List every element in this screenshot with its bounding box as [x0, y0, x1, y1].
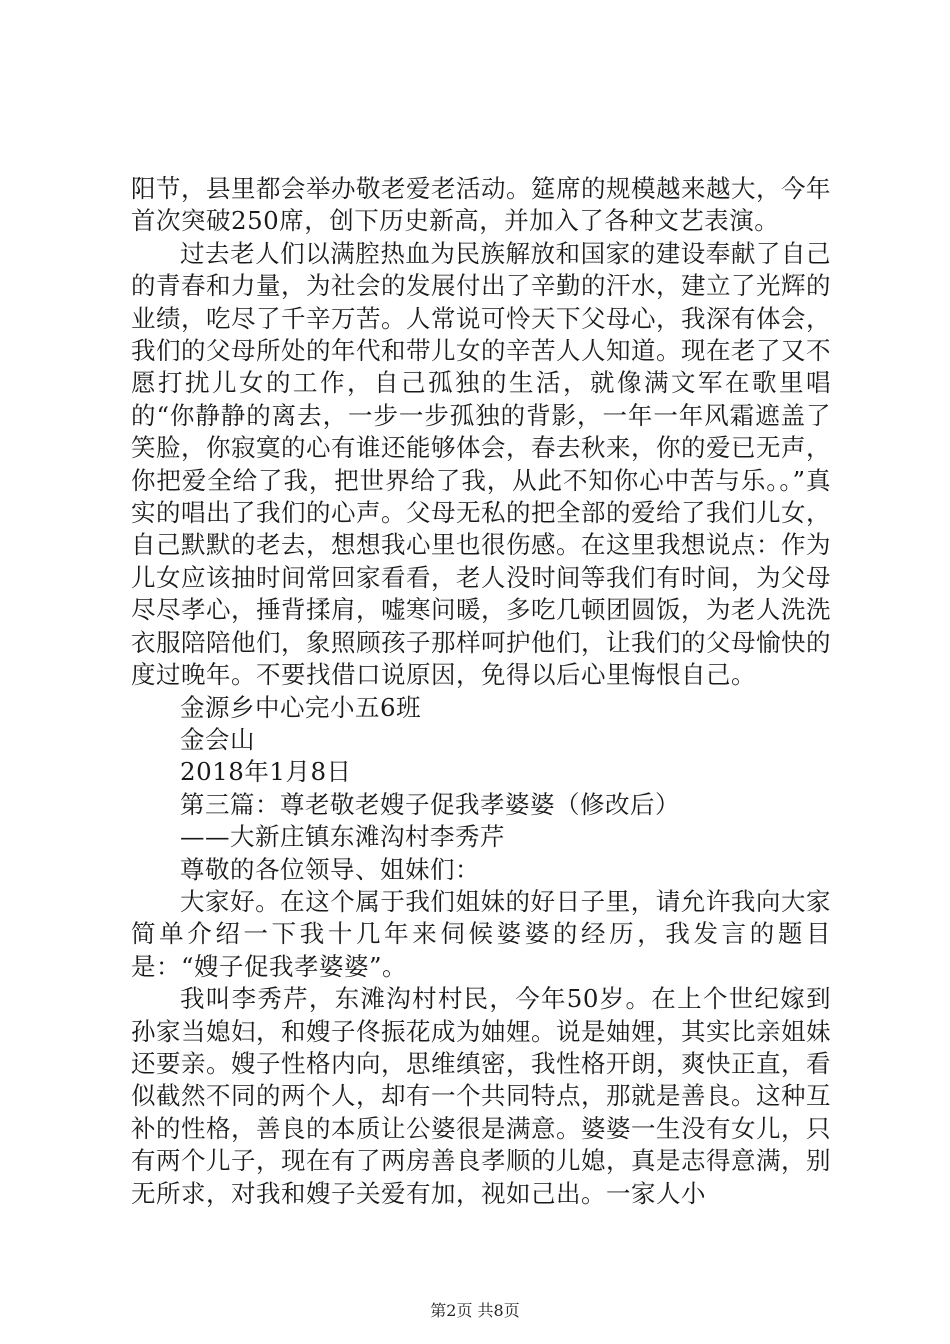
document-body — [131, 173, 831, 1210]
salutation: 尊敬的各位领导、姐妹们： — [180, 854, 480, 884]
paragraph: 大家好。在这个属于我们姐妹的好日子里，请允许我向大家简单介绍一下我十几年来伺候婆婆的经历，我发言的题目是：“嫂子促我孝婆婆”。 — [131, 886, 831, 981]
paragraph: 我叫李秀芹，东滩沟村村民，今年50岁。在上个世纪嫁到孙家当媳妇，和嫂子佟振花成为妯娌。说是妯娌，其实比亲姐妹还要亲。嫂子性格内向，思维缜密，我性格开朗，爽快正直，看似截然不同的两个人，却有一个共同特点，那就是善良。这种互补的性格，善良的本质让公婆很是满意。婆婆一生没有女儿，只有两个儿子，现在有了两房善良孝顺的儿媳，真是志得意满，别无所求，对我和嫂子关爱有加，视如己出。一家人小 — [131, 984, 831, 1208]
page-footer: 第2页 共8页 — [430, 1301, 520, 1320]
school-line: 金源乡中心完小五6班 — [180, 692, 422, 722]
date-line: 2018年1月8日 — [180, 757, 352, 787]
author-line: 金会山 — [180, 724, 255, 754]
paragraph: 过去老人们以满腔热血为民族解放和国家的建设奉献了自己的青春和力量，为社会的发展付出了辛勤的汗水，建立了光辉的业绩，吃尽了千辛万苦。人常说可怜天下父母心，我深有体会，我们的父母所处的年代和带儿女的辛苦人人知道。现在老了又不愿打扰儿女的工作，自己孤独的生活，就像满文军在歌里唱的“你静静的离去，一步一步孤独的背影，一年一年风霜遮盖了笑脸，你寂寞的心有谁还能够体会，春去秋来，你的爱已无声，你把爱全给了我，把世界给了我，从此不知你心中苦与乐。。”真实的唱出了我们的心声。父母无私的把全部的爱给了我们儿女，自己默默的老去，想想我心里也很伤感。在这里我想说点：作为儿女应该抽时间常回家看看，老人没时间等我们有时间，为父母尽尽孝心，捶背揉肩，嘘寒问暖，多吃几顿团圆饭，为老人洗洗衣服陪陪他们，象照顾孩子那样呵护他们，让我们的父母愉快的度过晚年。不要找借口说原因，免得以后心里悔恨自己。 — [131, 238, 831, 690]
paragraph: 阳节，县里都会举办敬老爱老活动。筵席的规模越来越大，今年首次突破250席，创下历史新高，并加入了各种文艺表演。 — [131, 174, 831, 236]
section-title: 第三篇：尊老敬老嫂子促我孝婆婆（修改后） — [180, 789, 680, 819]
section-subtitle: ——大新庄镇东滩沟村李秀芹 — [180, 822, 505, 852]
